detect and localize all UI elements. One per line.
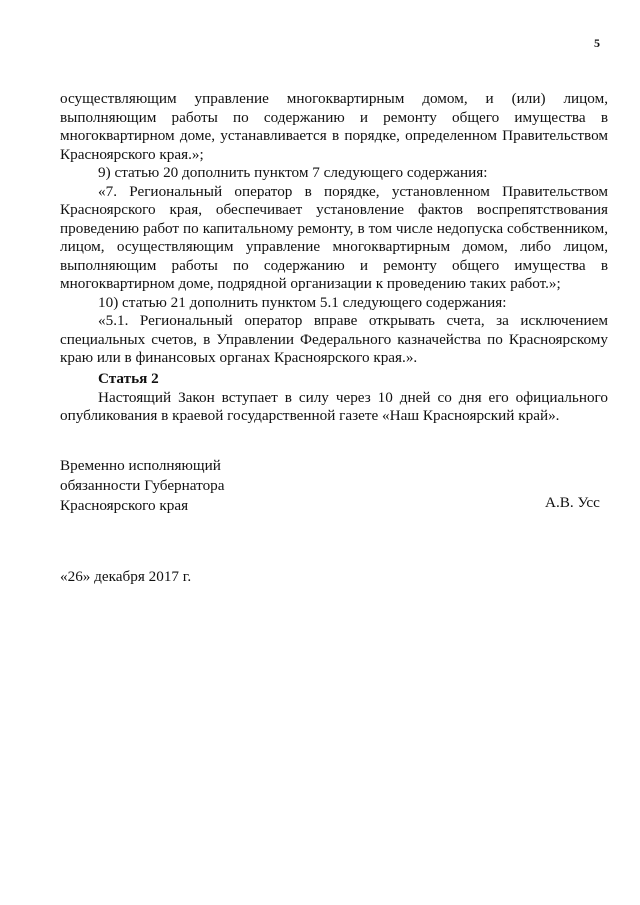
signatory-name: А.В. Усс [545, 494, 600, 511]
signature-line-3: Красноярского края [60, 497, 189, 514]
paragraph-quote-7: «7. Региональный оператор в порядке, установленном Правительством Красноярского края, обеспечивает установление фактов воспрепятствования проведению работ по капитальному ремонту, в том числе недопуска собственником, лицом, осуществляющим управление многоквартирным домом, либо лицом, выполняющим работы по содержанию и ремонту общего имущества в многоквартирном доме, подрядной организации к проведению таких работ.»; [60, 182, 608, 292]
paragraph-quote-5-1: «5.1. Региональный оператор вправе открывать счета, за исключением специальных счетов, в Управлении Федерального казначейства по Красноярскому краю или в финансовых органах Красноярского края.». [60, 312, 608, 366]
document-date: «26» декабря 2017 г. [60, 568, 192, 585]
paragraph-item-10: 10) статью 21 дополнить пунктом 5.1 следующего содержания: [98, 293, 507, 311]
article-2 [60, 370, 608, 426]
signature-title [60, 456, 225, 516]
article-text: Настоящий Закон вступает в силу через 10 дней со дня его официального опубликования в краевой государственной газете «Наш Красноярский край». [60, 388, 608, 424]
article-heading: Статья 2 [98, 370, 159, 387]
amendment-text [60, 90, 608, 368]
page-number: 5 [594, 36, 600, 50]
signature-line-1: Временно исполняющий [60, 457, 221, 474]
paragraph-continuation: осуществляющим управление многоквартирным домом, и (или) лицом, выполняющим работы по содержанию и ремонту общего имущества в многоквартирном доме, устанавливается в порядке, определенном Правительством Красноярского края.»; [60, 90, 608, 163]
paragraph-item-9: 9) статью 20 дополнить пунктом 7 следующего содержания: [98, 164, 488, 181]
signature-line-2: обязанности Губернатора [60, 477, 225, 494]
